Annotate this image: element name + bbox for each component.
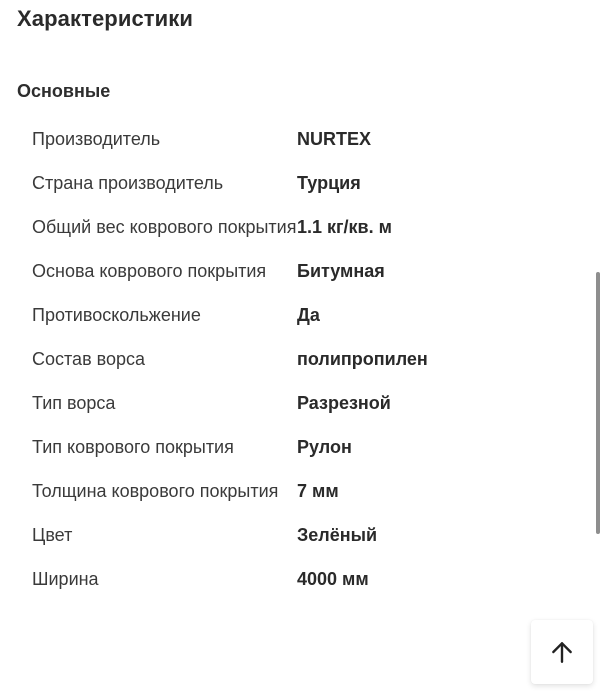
spec-label: Общий вес коврового покрытия: [32, 217, 297, 237]
spec-label: Основа коврового покрытия: [32, 261, 267, 281]
spec-row-thickness: [32, 476, 552, 506]
vertical-scrollbar[interactable]: [596, 272, 600, 534]
spec-value: Турция: [297, 173, 361, 193]
spec-row-color: [32, 520, 552, 550]
spec-value: 1.1 кг/кв. м: [297, 217, 392, 237]
spec-label: Страна производитель: [32, 173, 224, 193]
spec-label: Цвет: [32, 525, 73, 545]
section-title-main: Основные: [17, 81, 111, 101]
spec-value: NURTEX: [297, 129, 372, 149]
spec-value: полипропилен: [297, 349, 428, 369]
spec-label: Ширина: [32, 569, 99, 589]
spec-value: Рулон: [297, 437, 352, 457]
spec-value: Да: [297, 305, 320, 325]
spec-value: 4000 мм: [297, 569, 369, 589]
scroll-to-top-button[interactable]: [531, 620, 593, 684]
spec-row-weight: [32, 212, 552, 242]
spec-value: Зелёный: [297, 525, 378, 545]
page-title: Характеристики: [17, 6, 194, 31]
spec-list: [32, 124, 552, 608]
spec-row-pile-type: [32, 388, 552, 418]
spec-row-carpet-type: [32, 432, 552, 462]
spec-value: 7 мм: [297, 481, 339, 501]
spec-label: Состав ворса: [32, 349, 146, 369]
spec-label: Толщина коврового покрытия: [32, 481, 279, 501]
spec-label: Производитель: [32, 129, 161, 149]
spec-row-anti-slip: [32, 300, 552, 330]
spec-row-backing: [32, 256, 552, 286]
spec-label: Противоскольжение: [32, 305, 201, 325]
arrow-up-icon: [549, 639, 575, 665]
spec-label: Тип коврового покрытия: [32, 437, 234, 457]
spec-row-pile-material: [32, 344, 552, 374]
spec-label: Тип ворса: [32, 393, 116, 413]
spec-value: Разрезной: [297, 393, 391, 413]
spec-row-width: [32, 564, 552, 594]
spec-row-manufacturer: [32, 124, 552, 154]
spec-value: Битумная: [297, 261, 385, 281]
spec-row-country: [32, 168, 552, 198]
